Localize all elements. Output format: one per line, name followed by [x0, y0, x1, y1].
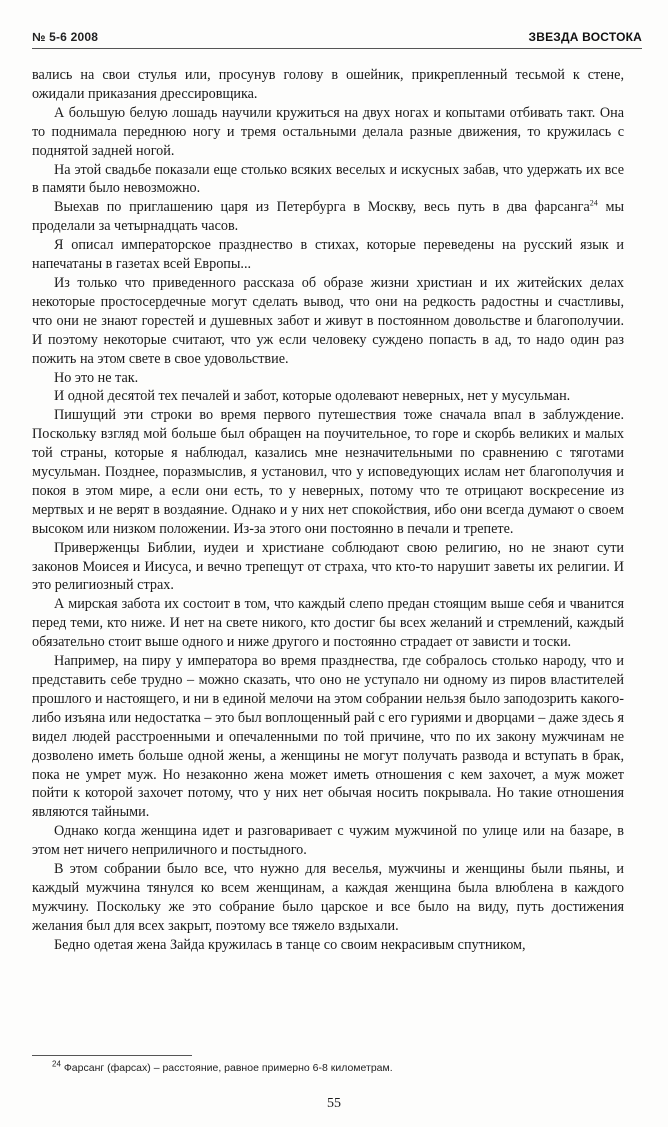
page-number: 55 — [327, 1096, 341, 1111]
paragraph-14: В этом собрании было все, что нужно для веселья, мужчины и женщины были пьяны, и каждый мужчина тянулся ко всем женщинам, а каждая женщина была влюблена в каждого мужчину. Поскольку же это собрание было царское и все было на виду, путь достижения желания был для всех закрыт, поэтому все тяжело вздыхали. — [32, 861, 624, 934]
footnote-reference[interactable]: 24 — [589, 198, 598, 208]
paragraph-2: А большую белую лошадь научили кружиться на двух ногах и копытами отбивать такт. Она то поднимала переднюю ногу и тремя остальными делала разные движения, то кружилась с поднятой задней ногой. — [32, 104, 624, 159]
paragraph-9: Пишущий эти строки во время первого путешествия тоже сначала впал в заблуждение. Поскольку взгляд мой больше был обращен на поучительное, то горе и скорбь великих и малых той страны, которые я наблюдал, казались мне незначительными по сравнению с тяготами мусульман. Позднее, поразмыслив, я установил, что у исповедующих ислам нет благополучия и покоя в этом мире, а если они есть, то у неверных, потому что те отрицают воскресение из мертвых и не верят в воздаяние. Однако и у них нет спокойствия, ибо они всегда думают о своем высоком или низком положении. Из-за этого они постоянно в печали и трепете. — [32, 407, 624, 537]
header-rule — [32, 48, 642, 49]
paragraph-4-text-start: Выехав по приглашению царя из Петербурга в Москву, весь путь в два фарсанга — [54, 199, 590, 216]
footnote — [52, 1059, 393, 1074]
paragraph-4-text-end: мы проделали за четырнадцать часов. — [32, 199, 624, 235]
paragraph-4 — [32, 198, 624, 236]
paragraph-8: И одной десятой тех печалей и забот, которые одолевают неверных, нет у мусульман. — [54, 388, 571, 405]
paragraph-11: А мирская забота их состоит в том, что каждый слепо предан стоящим выше себя и чванится перед теми, кто ниже. И нет на свете никого, кто достиг бы всех желаний и стремлений, каждый обязательно стоит выше одного и ниже другого и постоянно страдает от зависти и тоски. — [32, 596, 624, 651]
paragraph-7: Но это не так. — [54, 369, 139, 386]
paragraph-3: На этой свадьбе показали еще столько всяких веселых и искусных забав, что удержать их все в памяти было невозможно. — [32, 161, 624, 197]
paragraph-10: Приверженцы Библии, иудеи и христиане соблюдают свою религию, но не знают сути законов Моисея и Иисуса, и вечно трепещут от страха, что кто-то нарушит заветы их религии. И это религиозный страх. — [32, 539, 624, 594]
journal-title: ЗВЕЗДА ВОСТОКА — [528, 30, 642, 44]
paragraph-1: вались на свои стулья или, просунув голову в ошейник, прикрепленный тесьмой к стене, ожидали приказания дрессировщика. — [32, 67, 624, 102]
paragraph-12: Например, на пиру у императора во время празднества, где собралось столько народу, что и представить себе трудно – можно сказать, что оно не уступало ни одному из пиров властителей прошлого и настоящего, и ни в единой мелочи на этом собрании нельзя было заподозрить какого-либо изъяна или недостатка – это был воплощенный рай с его гуриями и дворцами – даже здесь я видел людей расстроенными и опечаленными по той причине, что по их закону мужчинам не дозволено иметь больше одной жены, а женщины не могут получать развода и вступать в брак, пока не умрет муж. Но незаконно жена может иметь отношения с кем захочет, а муж может пойти к которой захочет потому, что у них нет обычая носить покрывала. Но такие отношения являются тайными. — [32, 653, 624, 821]
footnote-text: Фарсанг (фарсах) – расстояние, равное примерно 6-8 километрам. — [60, 1062, 393, 1074]
body-text — [32, 66, 624, 955]
paragraph-6: Из только что приведенного рассказа об образе жизни христиан и их житейских делах некоторые простосердечные могут сделать вывод, что они на редкость радостны и счастливы, что они не знают горестей и душевных забот и живут в постоянном довольстве и благополучии. И поэтому некоторые считают, что уж если человеку суждено попасть в ад, то надо один раз пожить на этом свете в свое удовольствие. — [32, 274, 624, 367]
footnote-marker: 24 — [52, 1059, 61, 1069]
running-head — [32, 30, 642, 46]
footnote-rule — [32, 1055, 192, 1056]
paragraph-15: Бедно одетая жена Зайда кружилась в танце со своим некрасивым спутником, — [54, 936, 526, 953]
paragraph-13: Однако когда женщина идет и разговаривает с чужим мужчиной по улице или на базаре, в этом нет ничего неприличного и постыдного. — [32, 823, 624, 859]
paragraph-5: Я описал императорское празднество в стихах, которые переведены на русский язык и напечатаны в газетах всей Европы... — [32, 237, 624, 273]
issue-number: № 5-6 2008 — [32, 30, 99, 44]
